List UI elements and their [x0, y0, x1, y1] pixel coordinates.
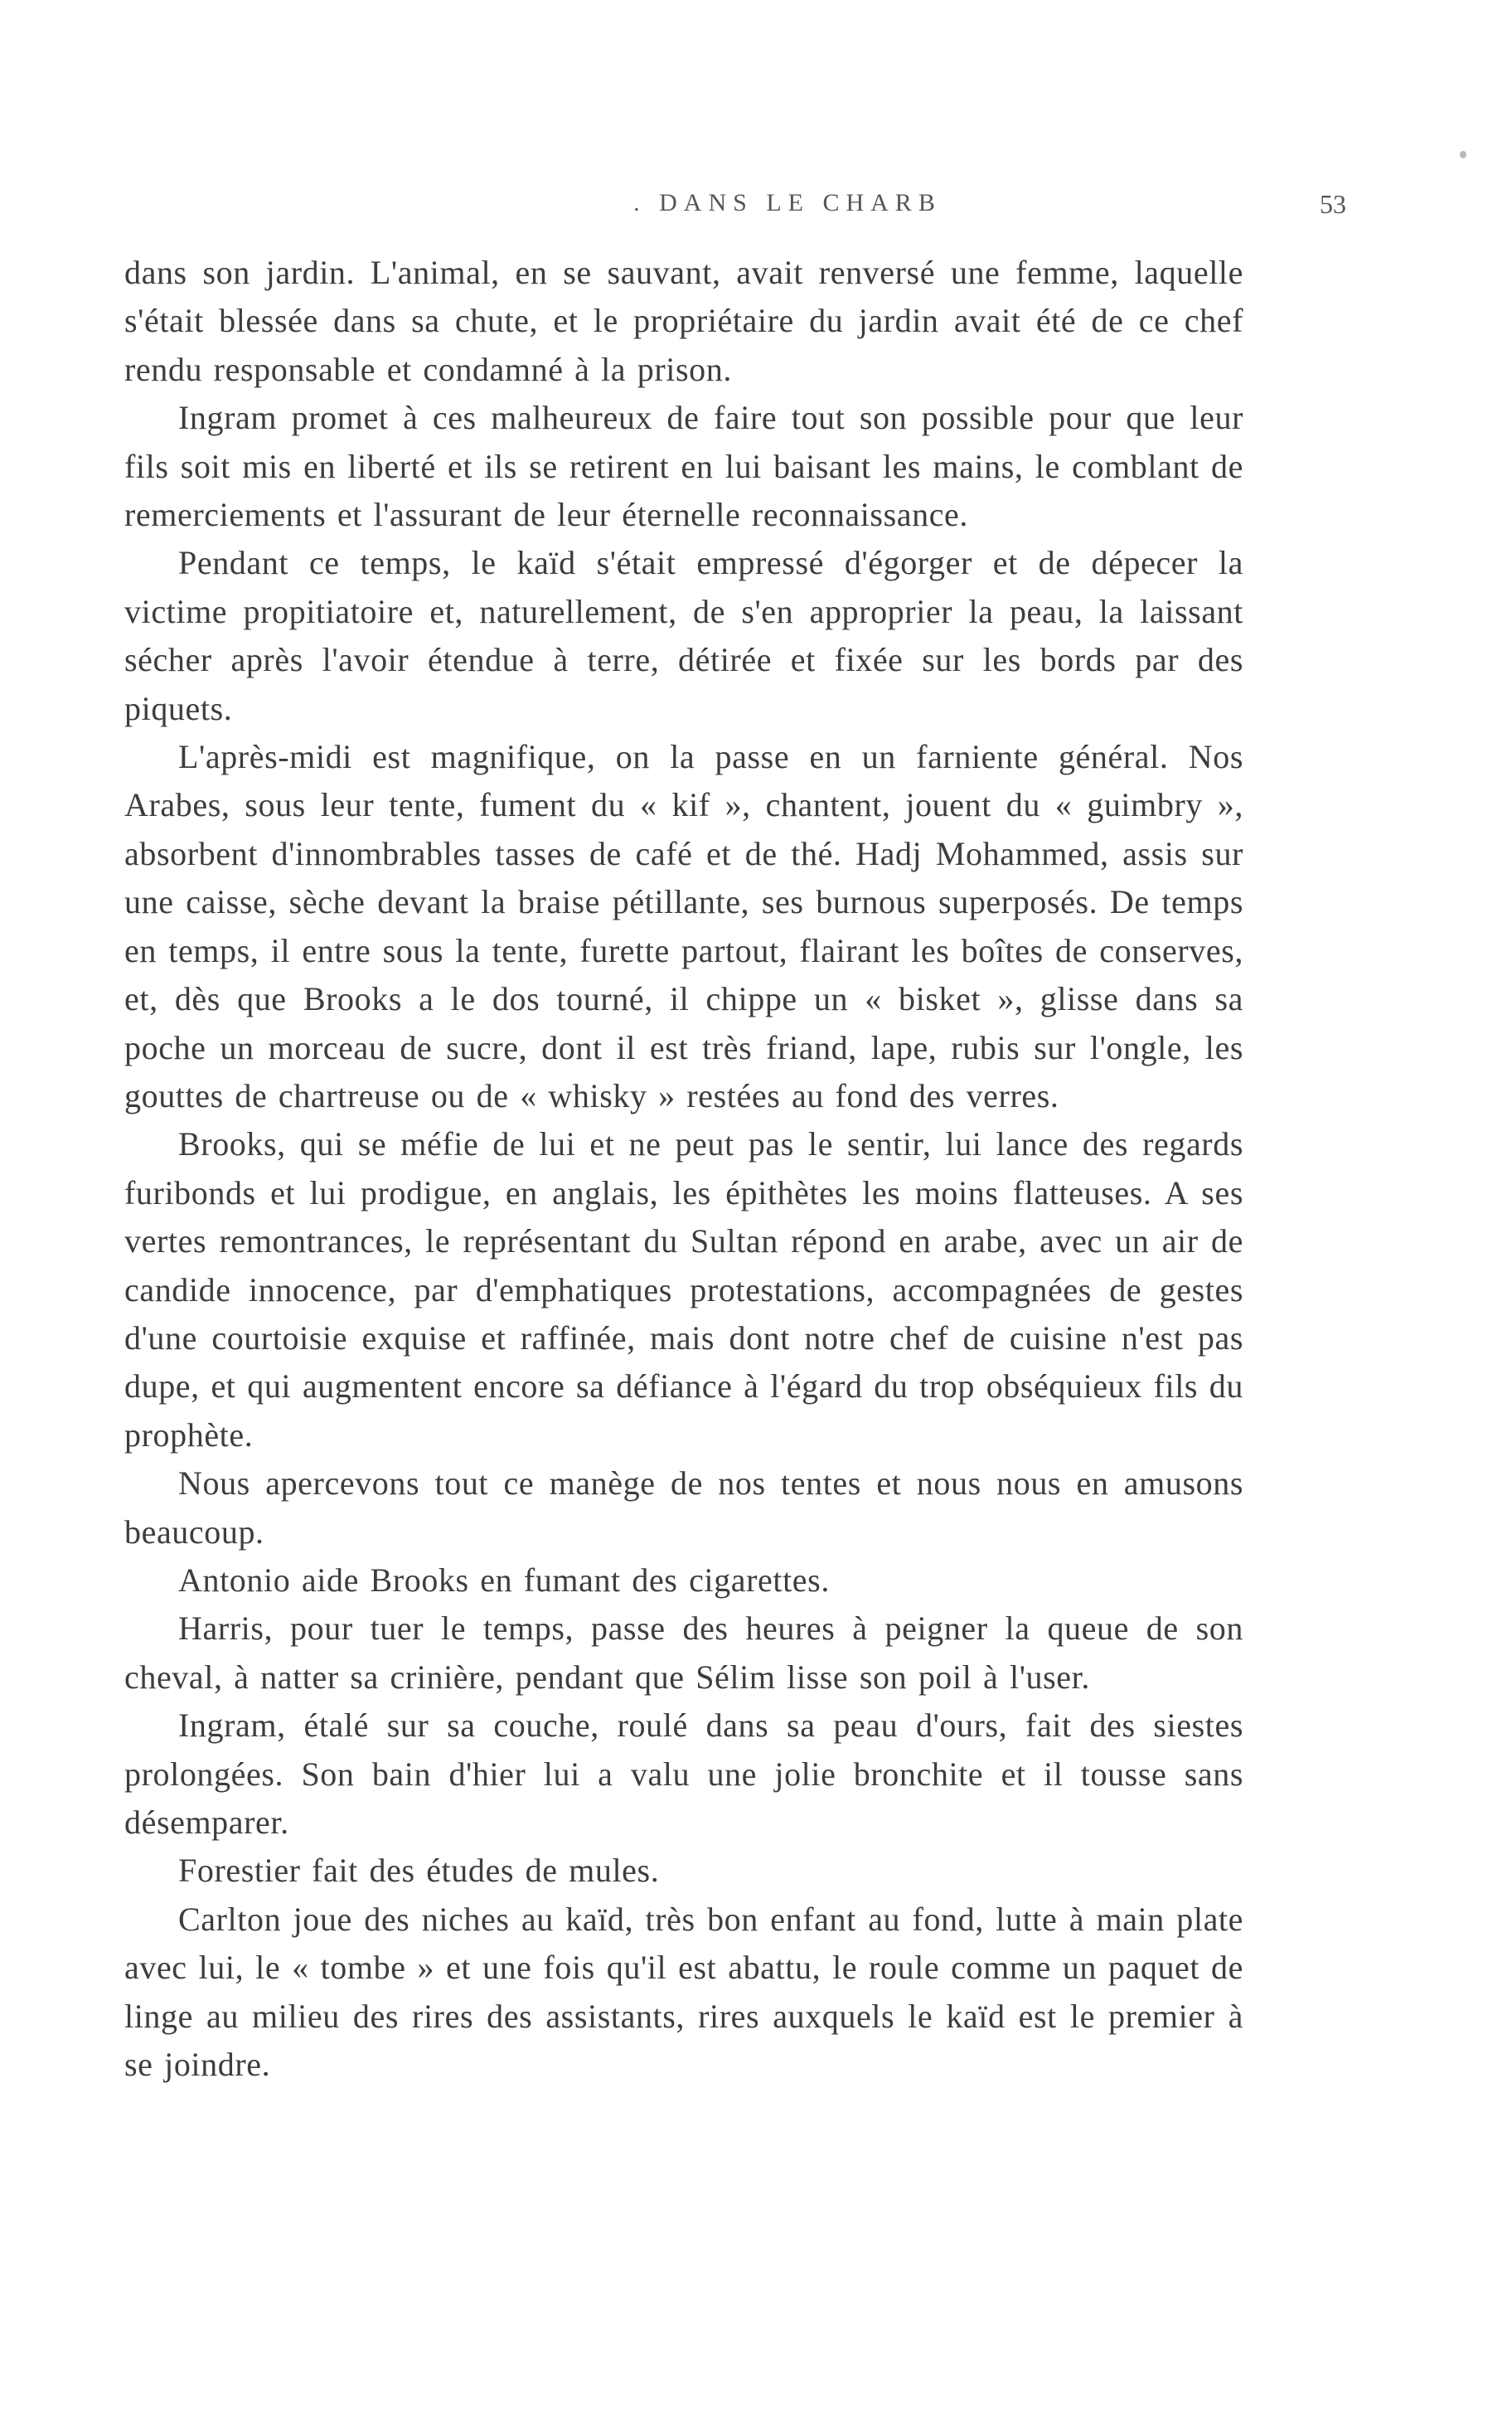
body-text [124, 249, 1243, 2089]
paragraph: Ingram promet à ces malheureux de faire tout son possible pour que leur fils soit mis en liberté et ils se retirent en lui baisant les mains, le comblant de remerciements et l'assurant de leur éternelle reconnaissance. [124, 399, 1243, 534]
running-title: . DANS LE CHARB [633, 189, 942, 216]
paragraph: Carlton joue des niches au kaïd, très bon enfant au fond, lutte à main plate avec lui, le « tombe » et une fois qu'il est abattu, le roule comme un paquet de linge au milieu des rires des assistants, rires auxquels le kaïd est le premier à se joindre. [124, 1900, 1243, 2084]
paragraph: Harris, pour tuer le temps, passe des heures à peigner la queue de son cheval, à natter sa crinière, pendant que Sélim lisse son poil à l'user. [124, 1609, 1243, 1696]
paragraph: Ingram, étalé sur sa couche, roulé dans sa peau d'ours, fait des siestes prolongées. Son bain d'hier lui a valu une jolie bronchite et il tousse sans désemparer. [124, 1707, 1243, 1841]
paragraph: Pendant ce temps, le kaïd s'était empressé d'égorger et de dépecer la victime propitiatoire et, naturellement, de s'en approprier la peau, la laissant sécher après l'avoir étendue à terre, détirée et fixée sur les bords par des piquets. [124, 544, 1243, 727]
paragraph: L'après-midi est magnifique, on la passe en un farniente général. Nos Arabes, sous leur tente, fument du « kif », chantent, jouent du « guimbry », absorbent d'innombrables tasses de café et de thé. Hadj Mohammed, assis sur une caisse, sèche devant la braise pétillante, ses burnous superposés. De temps en temps, il entre sous la tente, furette partout, flairant les boîtes de conserves, et, dès que Brooks a le dos tourné, il chippe un « bisket », glisse dans sa poche un morceau de sucre, dont il est très friand, lape, rubis sur l'ongle, les gouttes de chartreuse ou de « whisky » restées au fond des verres. [124, 738, 1243, 1114]
paragraph: Forestier fait des études de mules. [178, 1852, 660, 1890]
paragraph: Nous apercevons tout ce manège de nos tentes et nous nous en amusons beaucoup. [124, 1464, 1243, 1551]
page-number: 53 [1320, 189, 1346, 219]
paragraph: Antonio aide Brooks en fumant des cigarettes. [178, 1561, 830, 1599]
paragraph: dans son jardin. L'animal, en se sauvant, avait renversé une femme, laquelle s'était blessée dans sa chute, et le propriétaire du jardin avait été de ce chef rendu responsable et condamné à la prison. [124, 254, 1243, 388]
paper-speck [1460, 151, 1466, 158]
paragraph: Brooks, qui se méfie de lui et ne peut pas le sentir, lui lance des regards furibonds et lui prodigue, en anglais, les épithètes les moins flatteuses. A ses vertes remontrances, le représentant du Sultan répond en arabe, avec un air de candide innocence, par d'emphatiques protestations, accompagnées de gestes d'une courtoisie exquise et raffinée, mais dont notre chef de cuisine n'est pas dupe, et qui augmentent encore sa défiance à l'égard du trop obséquieux fils du prophète. [124, 1125, 1243, 1454]
